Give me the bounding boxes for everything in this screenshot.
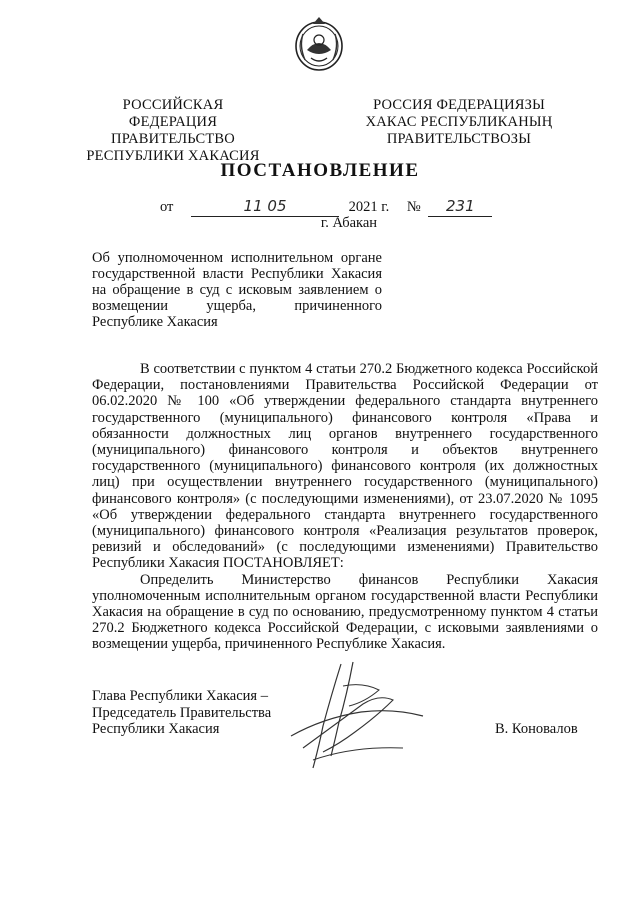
coat-of-arms-emblem — [293, 14, 345, 74]
signatory-name: В. Коновалов — [495, 721, 578, 737]
number-label: № — [406, 199, 421, 215]
document-subject: Об уполномоченном исполнительном органе государственной власти Республики Хакасия на обращение в суд с исковым заявлением о возмещении ущерба, причиненного Республике Хакасия — [92, 250, 382, 330]
header-left-line: РОССИЙСКАЯ ФЕДЕРАЦИЯ — [122, 97, 224, 130]
header-left-line: ПРАВИТЕЛЬСТВО — [111, 131, 235, 147]
year-label: 2021 г. — [348, 199, 390, 215]
date-number-line — [160, 197, 492, 217]
handwritten-signature — [283, 656, 433, 776]
header-right-line: ПРАВИТЕЛЬСТВОЗЫ — [386, 131, 532, 147]
header-right-block — [360, 97, 558, 148]
body-paragraph: В соответствии с пунктом 4 статьи 270.2 Бюджетного кодекса Российской Федерации, постановлениями Правительства Российской Федерации от 06.02.2020 № 100 «Об утверждении федерального стандарта внутреннего государственного (муниципального) финансового контроля «Права и обязанности должностных лиц органов внутреннего государственного (муниципального) финансового контроля и объектов внутреннего государственного (муниципального) финансового контроля (их должностных лиц) при осуществлении внутреннего государственного (муниципального) финансового контроля» (с последующими изменениями), от 23.07.2020 № 1095 «Об утверждении федерального стандарта внутреннего государственного (муниципального) финансового контроля «Реализация результатов проверок, ревизий и обследований» (с последующими изменениями) Правительство Республики Хакасия ПОСТАНОВЛЯЕТ: — [92, 361, 598, 572]
date-field — [191, 197, 339, 217]
signatory-position-line: Республики Хакасия — [92, 721, 220, 737]
signatory-position — [92, 688, 292, 738]
body-paragraph: Определить Министерство финансов Республики Хакасия уполномоченным исполнительным органом государственной власти Республики Хакасия на обращение в суд по основанию, предусмотренному пунктом 4 статьи 270.2 Бюджетного кодекса Российской Федерации, с исковыми заявлениями о возмещении ущерба, причиненного Республике Хакасия. — [92, 571, 598, 653]
signatory-position-line: Глава Республики Хакасия – — [92, 688, 268, 704]
number-field — [428, 197, 492, 217]
header-right-line: ХАКАС РЕСПУБЛИКАНЫҢ — [365, 114, 553, 130]
document-title: ПОСТАНОВЛЕНИЕ — [220, 160, 420, 181]
date-handwritten: 11 05 — [243, 197, 287, 215]
date-prefix: от — [160, 199, 174, 215]
header-left-line: РЕСПУБЛИКИ ХАКАСИЯ — [86, 148, 260, 164]
number-handwritten: 231 — [445, 197, 475, 215]
header-left-block — [78, 97, 268, 165]
header-right-line: РОССИЯ ФЕДЕРАЦИЯЗЫ — [373, 97, 545, 113]
document-body — [92, 361, 598, 653]
signatory-position-line: Председатель Правительства — [92, 704, 272, 721]
city-line: г. Абакан — [320, 215, 378, 231]
